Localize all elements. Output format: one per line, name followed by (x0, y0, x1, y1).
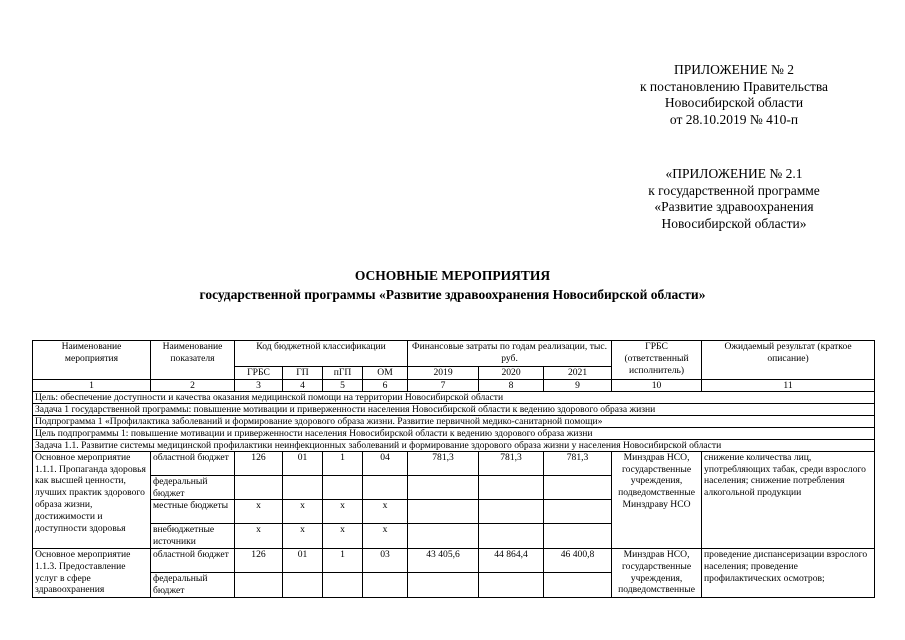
appendix-line: Новосибирской области» (661, 215, 807, 231)
responsible-executor: Минздрав НСО, государственные учреждения, подведомственные Минздраву НСО (612, 451, 702, 548)
amount-2020: 44 864,4 (479, 548, 544, 572)
appendix-line: «Развитие здравоохранения (654, 199, 814, 214)
indicator-cell: областной бюджет (151, 548, 235, 572)
pgp-cell (323, 475, 363, 500)
appendix-resolution-block (600, 62, 868, 128)
grbs-cell: 126 (235, 548, 283, 572)
subprogram-row (33, 415, 875, 427)
amount-2021: 781,3 (544, 451, 612, 475)
pgp-cell: 1 (323, 548, 363, 572)
gp-cell: 01 (283, 548, 323, 572)
header-expected-result: Ожидаемый результат (краткое описание) (702, 341, 875, 380)
om-cell: 03 (363, 548, 408, 572)
gp-cell (283, 572, 323, 597)
header-om: ОМ (363, 367, 408, 380)
subprogram-goal-row (33, 427, 875, 439)
indicator-cell: местные бюджеты (151, 500, 235, 524)
task-row (33, 403, 875, 415)
header-indicator: Наименование показателя (151, 341, 235, 380)
amount-2019 (408, 572, 479, 597)
column-number: 6 (363, 379, 408, 391)
responsible-executor: Минздрав НСО, государственные учреждения, подведомственные (612, 548, 702, 597)
amount-2019: 781,3 (408, 451, 479, 475)
amount-2021: 46 400,8 (544, 548, 612, 572)
expected-result: снижение количества лиц, употребляющих табак, среди взрослого населения; снижение потребления алкогольной продукции (702, 451, 875, 548)
header-pgp: пГП (323, 367, 363, 380)
document-subtitle: государственной программы «Развитие здравоохранения Новосибирской области» (199, 287, 706, 302)
om-cell: х (363, 524, 408, 549)
amount-2020 (479, 572, 544, 597)
column-number: 1 (33, 379, 151, 391)
amount-2019: 43 405,6 (408, 548, 479, 572)
column-number: 4 (283, 379, 323, 391)
header-grbs: ГРБС (235, 367, 283, 380)
amount-2020 (479, 524, 544, 549)
header-budget-code: Код бюджетной классификации (235, 341, 408, 367)
activity-name: Основное мероприятие 1.1.1. Пропаганда здоровья как высшей ценности, лучших практик здорового образа жизни, достижимости и доступности здоровья (33, 451, 151, 548)
amount-2019 (408, 524, 479, 549)
column-number: 3 (235, 379, 283, 391)
table-header-row (33, 341, 875, 367)
grbs-cell (235, 475, 283, 500)
indicator-cell: федеральный бюджет (151, 475, 235, 500)
appendix-title: ПРИЛОЖЕНИЕ № 2 (673, 62, 795, 77)
amount-2020: 781,3 (479, 451, 544, 475)
indicator-cell: федеральный бюджет (151, 572, 235, 597)
gp-cell: х (283, 500, 323, 524)
column-number: 8 (479, 379, 544, 391)
grbs-cell (235, 572, 283, 597)
pgp-cell (323, 572, 363, 597)
subtask-text: Задача 1.1. Развитие системы медицинской профилактики неинфекционных заболеваний и формирование здорового образа жизни у населения Новосибирской области (33, 439, 875, 451)
header-year-2019: 2019 (408, 367, 479, 380)
pgp-cell: х (323, 500, 363, 524)
om-cell (363, 572, 408, 597)
column-number: 10 (612, 379, 702, 391)
appendix-line: к постановлению Правительства (639, 78, 829, 94)
column-numbers-row (33, 379, 875, 391)
grbs-cell: х (235, 500, 283, 524)
gp-cell: 01 (283, 451, 323, 475)
column-number: 11 (702, 379, 875, 391)
amount-2020 (479, 500, 544, 524)
appendix-line: Новосибирской области (664, 95, 804, 110)
grbs-cell: х (235, 524, 283, 549)
column-number: 9 (544, 379, 612, 391)
om-cell (363, 475, 408, 500)
indicator-cell: областной бюджет (151, 451, 235, 475)
header-gp: ГП (283, 367, 323, 380)
table-row (33, 451, 875, 475)
amount-2021 (544, 475, 612, 500)
task-text: Задача 1 государственной программы: повышение мотивации и приверженности населения Новосибирской области к ведению здорового образа жизни (33, 403, 875, 415)
amount-2021 (544, 500, 612, 524)
header-year-2020: 2020 (479, 367, 544, 380)
table-row (33, 548, 875, 572)
om-cell: 04 (363, 451, 408, 475)
activities-table (32, 340, 875, 598)
document-title: ОСНОВНЫЕ МЕРОПРИЯТИЯ (354, 268, 551, 283)
amount-2019 (408, 475, 479, 500)
header-responsible: ГРБС (ответственный исполнитель) (612, 341, 702, 380)
amount-2019 (408, 500, 479, 524)
header-financing: Финансовые затраты по годам реализации, тыс. руб. (408, 341, 612, 367)
amount-2021 (544, 572, 612, 597)
pgp-cell: 1 (323, 451, 363, 475)
column-number: 7 (408, 379, 479, 391)
goal-row (33, 391, 875, 403)
appendix-line: к государственной программе (648, 182, 820, 198)
pgp-cell: х (323, 524, 363, 549)
appendix-program-block (600, 166, 868, 232)
appendix-date-number: от 28.10.2019 № 410-п (669, 111, 799, 127)
expected-result: проведение диспансеризации взрослого населения; проведение профилактических осмотров; (702, 548, 875, 597)
goal-text: Цель: обеспечение доступности и качества оказания медицинской помощи на территории Новосибирской области (33, 391, 875, 403)
column-number: 5 (323, 379, 363, 391)
om-cell: х (363, 500, 408, 524)
header-year-2021: 2021 (544, 367, 612, 380)
subtask-row (33, 439, 875, 451)
column-number: 2 (151, 379, 235, 391)
indicator-cell: внебюджетные источники (151, 524, 235, 549)
gp-cell: х (283, 524, 323, 549)
activity-name: Основное мероприятие 1.1.3. Предоставление услуг в сфере здравоохранения (33, 548, 151, 597)
gp-cell (283, 475, 323, 500)
amount-2020 (479, 475, 544, 500)
appendix-title: «ПРИЛОЖЕНИЕ № 2.1 (665, 166, 803, 181)
header-activity-name: Наименование мероприятия (33, 341, 151, 380)
grbs-cell: 126 (235, 451, 283, 475)
subprogram-goal-text: Цель подпрограммы 1: повышение мотивации и приверженности населения Новосибирской области к ведению здорового образа жизни (33, 427, 875, 439)
subprogram-text: Подпрограмма 1 «Профилактика заболеваний и формирование здорового образа жизни. Развитие первичной медико-санитарной помощи» (33, 415, 875, 427)
amount-2021 (544, 524, 612, 549)
